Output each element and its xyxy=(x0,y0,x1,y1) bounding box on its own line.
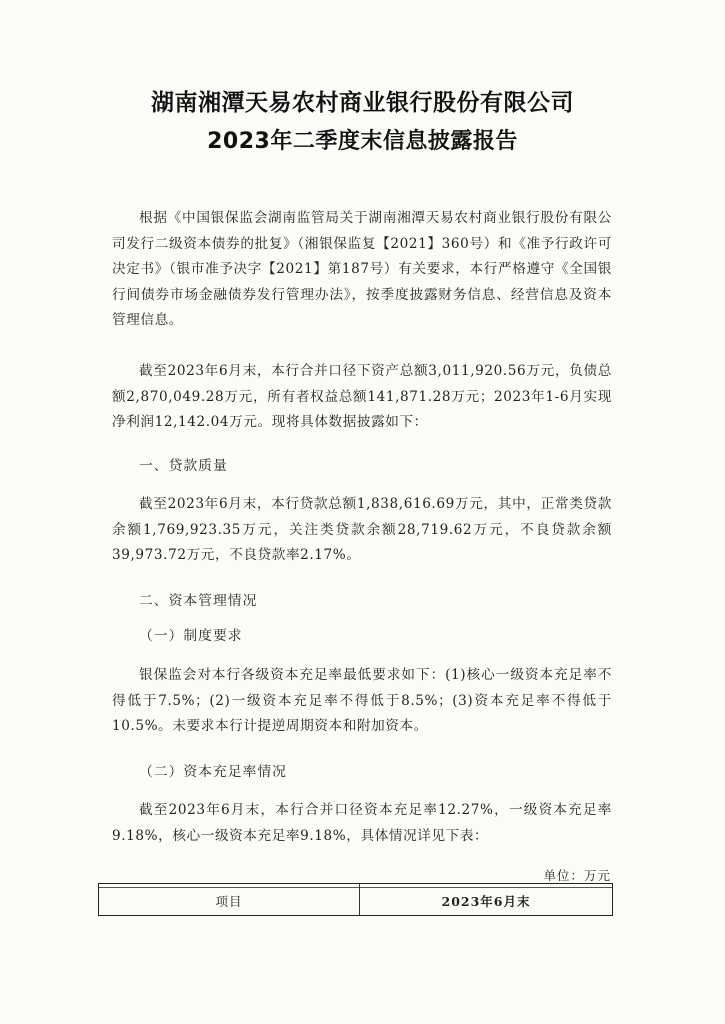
table-unit-label: 单位：万元 xyxy=(543,868,611,883)
section-heading-capital-management: 二、资本管理情况 xyxy=(139,593,258,609)
subsection-heading-adequacy: （二）资本充足率情况 xyxy=(139,764,287,780)
intro-paragraph: 根据《中国银保监会湖南监管局关于湖南湘潭天易农村商业银行股份有限公司发行二级资本债券的批复》（湘银保监复【2021】360号）和《准予行政许可决定书》（银市准予决字【2021】第187号）有关要求，本行严格遵守《全国银行间债券市场金融债券发行管理办法》，按季度披露财务信息、经营信息及资本管理信息。 xyxy=(112,210,612,328)
table-rule xyxy=(99,887,612,888)
subsection-heading-requirements: （一）制度要求 xyxy=(139,628,243,644)
capital-table xyxy=(98,883,613,916)
document-title: 湖南湘潭天易农村商业银行股份有限公司 xyxy=(151,90,574,116)
loan-quality-paragraph: 截至2023年6月末，本行贷款总额1,838,616.69万元，其中，正常类贷款余额1,769,923.35万元，关注类贷款余额28,719.62万元，不良贷款余额39,973.72万元，不良贷款率2.17%。 xyxy=(112,496,612,563)
table-header-item: 项目 xyxy=(215,894,243,909)
document-subtitle: 2023年二季度末信息披露报告 xyxy=(207,129,518,154)
table-header-period: 2023年6月末 xyxy=(441,894,531,909)
adequacy-paragraph: 截至2023年6月末，本行合并口径资本充足率12.27%，一级资本充足率9.18%，核心一级资本充足率9.18%，具体情况详见下表： xyxy=(112,802,612,844)
summary-paragraph: 截至2023年6月末，本行合并口径下资产总额3,011,920.56万元，负债总额2,870,049.28万元，所有者权益总额141,871.28万元；2023年1-6月实现净利润12,142.04万元。现将具体数据披露如下： xyxy=(112,363,612,430)
section-heading-loan-quality: 一、贷款质量 xyxy=(139,458,228,474)
requirements-paragraph: 银保监会对本行各级资本充足率最低要求如下：(1)核心一级资本充足率不得低于7.5%；(2)一级资本充足率不得低于8.5%；(3)资本充足率不得低于10.5%。未要求本行计提逆周期资本和附加资本。 xyxy=(112,667,612,734)
